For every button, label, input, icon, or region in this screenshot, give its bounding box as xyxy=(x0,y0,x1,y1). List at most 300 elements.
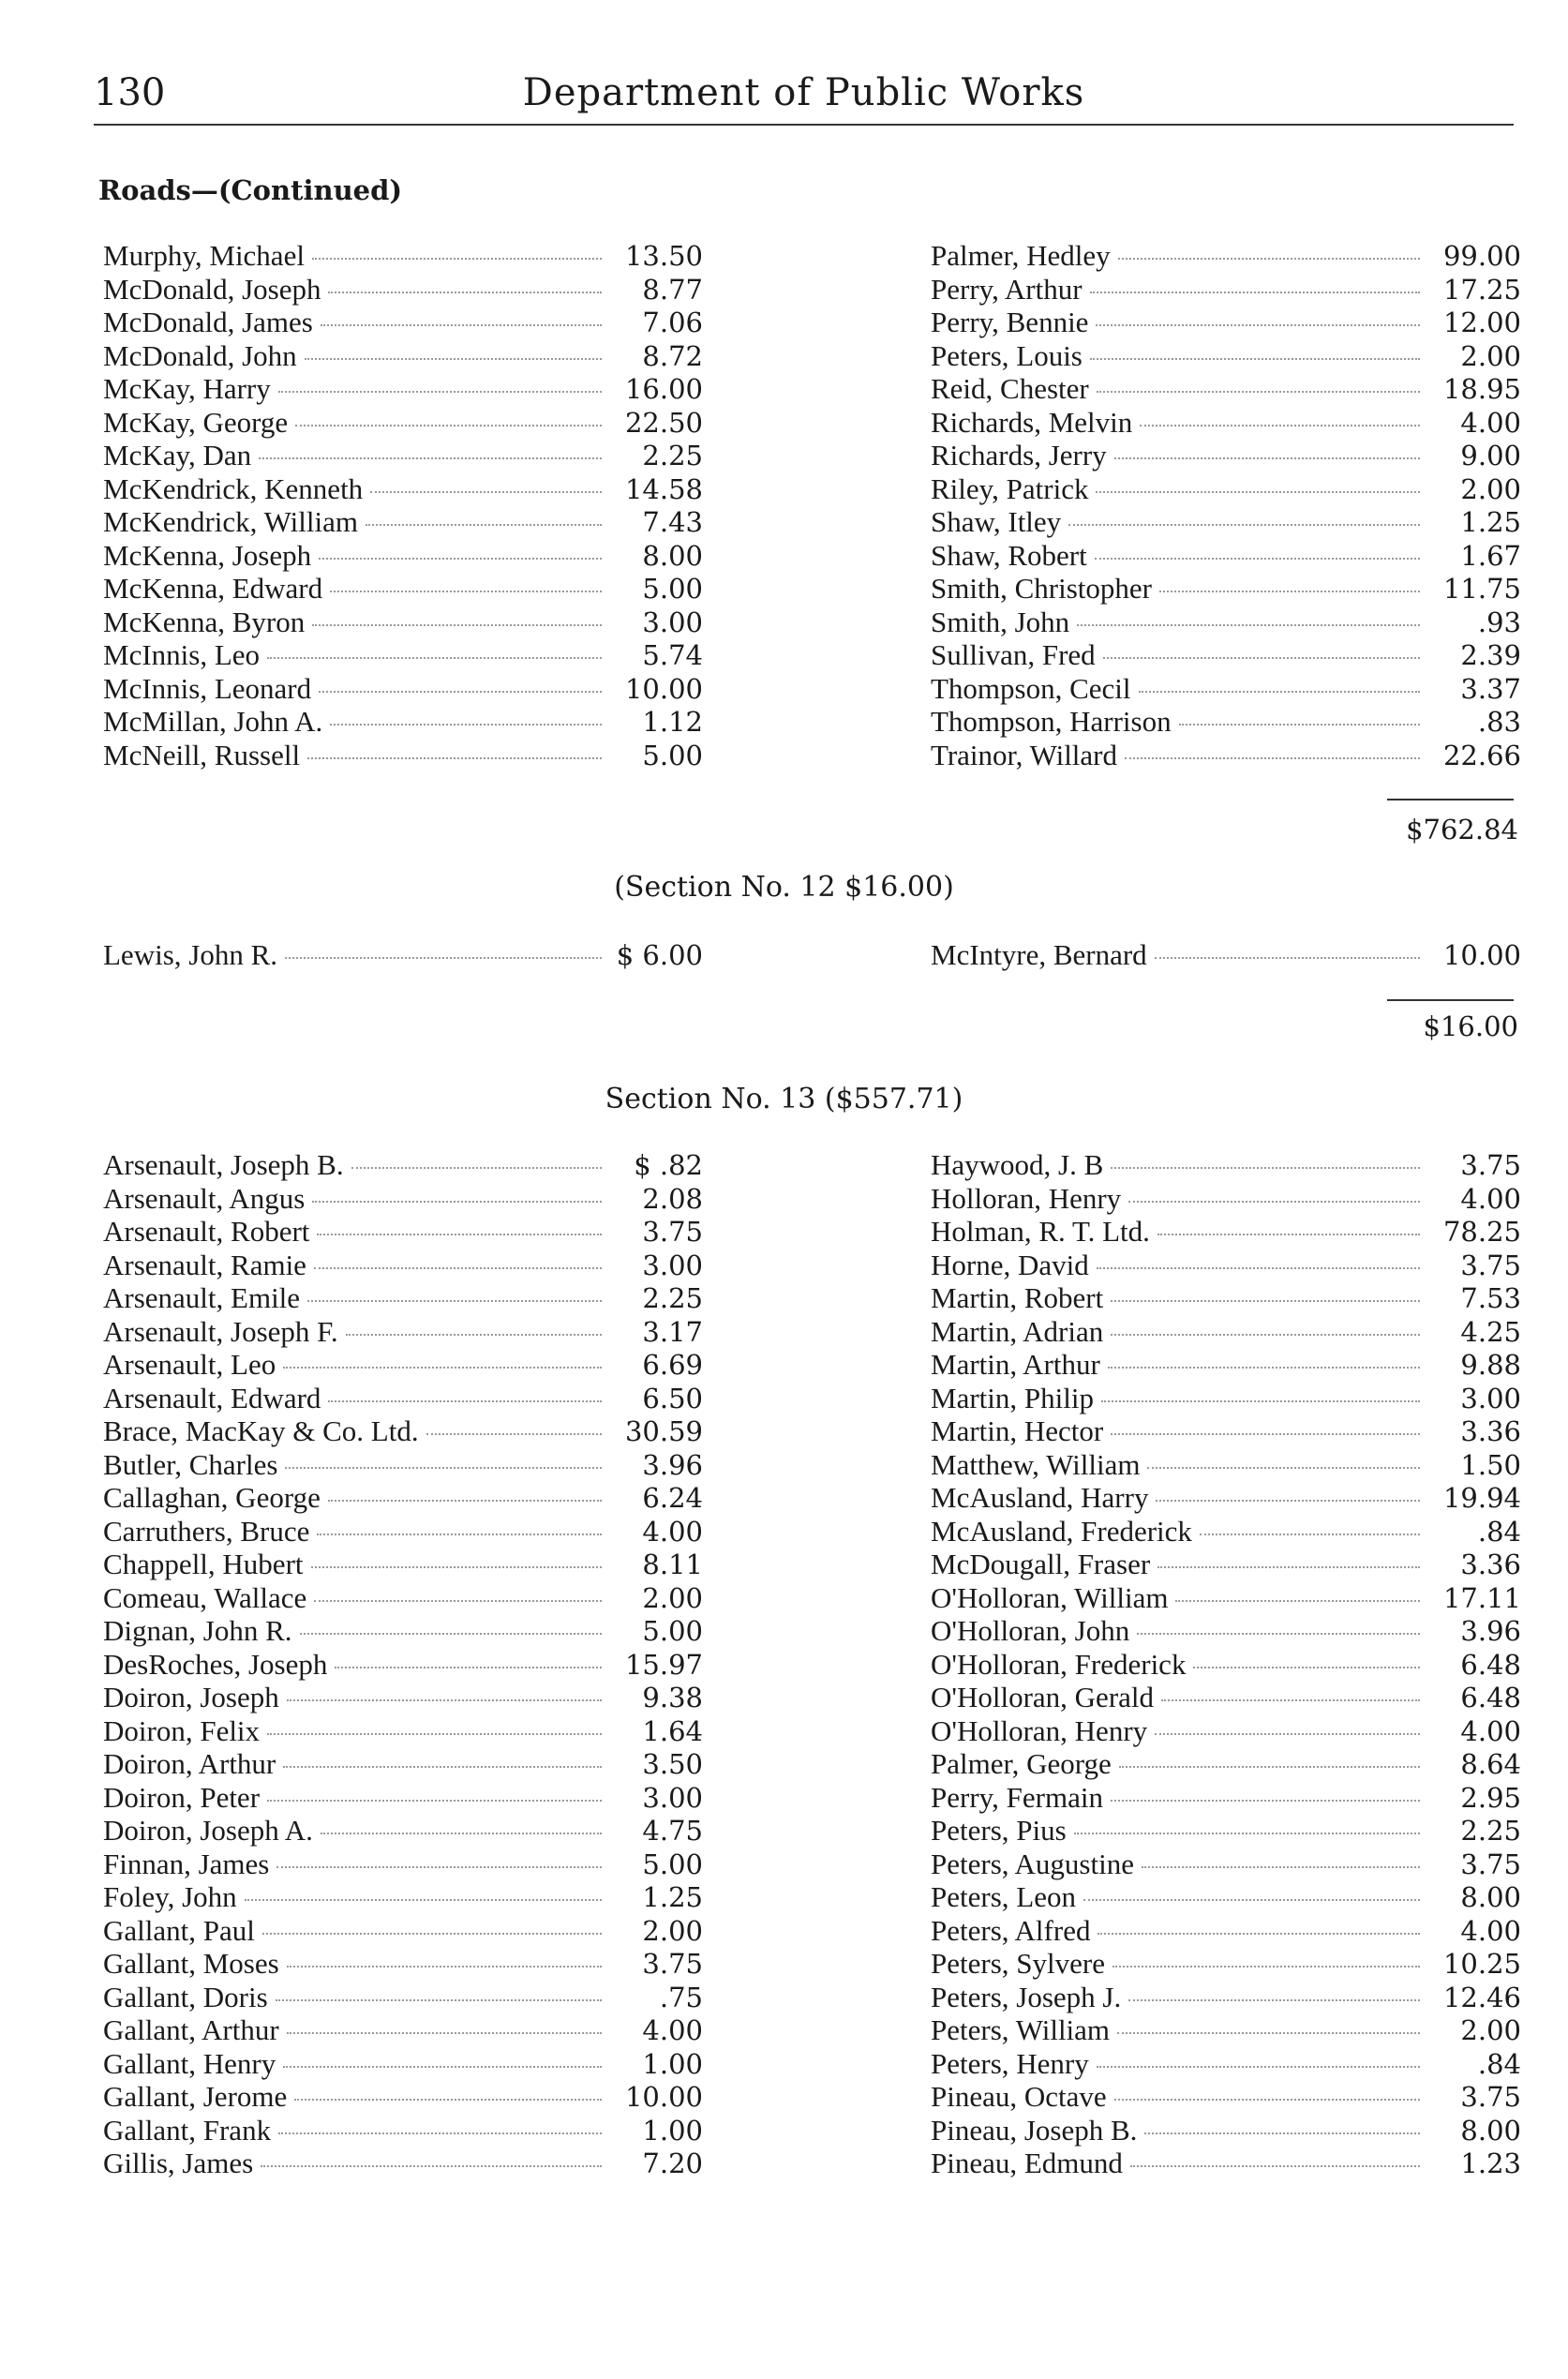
dotted-leader xyxy=(1098,1933,1420,1935)
list-entry xyxy=(103,505,703,539)
entry-amount: 10.00 xyxy=(624,2081,703,2113)
dotted-leader xyxy=(1111,1167,1420,1169)
entry-amount: 7.06 xyxy=(642,307,703,338)
entry-amount: 9.38 xyxy=(642,1682,703,1713)
entry-amount: 3.36 xyxy=(1460,1549,1521,1580)
list-entry xyxy=(103,739,703,772)
dotted-leader xyxy=(366,524,602,526)
dotted-leader xyxy=(307,757,602,759)
entry-amount: 17.11 xyxy=(1442,1581,1521,1614)
dotted-leader xyxy=(312,624,602,626)
entry-name: McKay, Dan xyxy=(103,439,252,471)
entry-amount: $ .82 xyxy=(634,1149,703,1181)
list-entry xyxy=(931,1249,1521,1282)
list-entry xyxy=(103,1548,703,1581)
entry-name: Arsenault, Emile xyxy=(103,1281,301,1314)
entry-name: Pineau, Octave xyxy=(931,2080,1107,2113)
entry-amount: 2.95 xyxy=(1460,1781,1521,1814)
dotted-leader xyxy=(346,1334,602,1336)
dotted-leader xyxy=(1074,1833,1420,1834)
entry-amount: .93 xyxy=(1477,606,1521,638)
list-entry xyxy=(103,1515,703,1549)
dotted-leader xyxy=(261,2165,602,2167)
list-entry xyxy=(931,406,1521,440)
entry-amount: $ 6.00 xyxy=(616,939,703,971)
dotted-leader xyxy=(1139,691,1420,693)
list-entry xyxy=(931,1182,1521,1216)
dotted-leader xyxy=(287,1966,602,1968)
entry-amount: 6.50 xyxy=(642,1382,703,1414)
entry-amount: 6.24 xyxy=(642,1482,703,1514)
dotted-leader xyxy=(283,1766,602,1768)
entry-amount: 2.00 xyxy=(642,1581,703,1614)
entry-amount: 6.48 xyxy=(1460,1682,1521,1713)
list-entry xyxy=(103,406,703,440)
entry-amount: 10.25 xyxy=(1442,1948,1521,1980)
dotted-leader xyxy=(1157,1566,1420,1568)
entry-amount: 10.00 xyxy=(624,672,703,705)
entry-amount: 5.74 xyxy=(642,639,703,671)
entry-amount: 8.72 xyxy=(642,339,703,372)
dotted-leader xyxy=(1095,558,1420,560)
entry-name: Peters, Leon xyxy=(931,1880,1076,1913)
list-entry xyxy=(931,239,1521,273)
dotted-leader xyxy=(245,1899,602,1901)
list-entry xyxy=(103,1614,703,1648)
entry-name: Perry, Arthur xyxy=(931,272,1083,306)
entry-name: Martin, Philip xyxy=(931,1381,1094,1414)
roads-right-column xyxy=(931,239,1521,771)
entry-amount: 17.25 xyxy=(1442,273,1521,306)
list-entry xyxy=(103,1481,703,1515)
entry-name: McMillan, John A. xyxy=(103,705,323,738)
list-entry xyxy=(103,606,703,639)
entry-name: Murphy, Michael xyxy=(103,239,305,272)
dotted-leader xyxy=(278,391,602,393)
entry-amount: 2.00 xyxy=(1460,2014,1521,2046)
list-entry xyxy=(103,938,703,972)
entry-amount: 13.50 xyxy=(624,240,703,272)
dotted-leader xyxy=(1108,1367,1420,1369)
entry-name: Gallant, Henry xyxy=(103,2046,276,2080)
entry-name: Peters, Pius xyxy=(931,1814,1067,1847)
dotted-leader xyxy=(305,358,602,360)
dotted-leader xyxy=(1096,491,1420,493)
dotted-leader xyxy=(1142,1866,1420,1868)
entry-amount: 7.20 xyxy=(642,2147,703,2179)
entry-name: Dignan, John R. xyxy=(103,1614,292,1647)
entry-amount: 5.00 xyxy=(642,739,703,771)
list-entry xyxy=(103,1648,703,1682)
list-entry xyxy=(103,1747,703,1781)
entry-name: Gillis, James xyxy=(103,2147,254,2179)
entry-amount: 4.00 xyxy=(1460,1914,1521,1947)
dotted-leader xyxy=(1068,524,1420,526)
list-entry xyxy=(103,1814,703,1848)
roads-section-title: Roads—(Continued) xyxy=(98,174,403,206)
list-entry xyxy=(103,1448,703,1482)
entry-name: Smith, Christopher xyxy=(931,572,1152,605)
list-entry xyxy=(931,1747,1521,1781)
dotted-leader xyxy=(312,1201,602,1203)
list-entry xyxy=(103,1281,703,1315)
entry-name: Shaw, Robert xyxy=(931,538,1087,572)
list-entry xyxy=(931,1315,1521,1349)
list-entry xyxy=(931,1348,1521,1382)
section-12-total: $16.00 xyxy=(1423,1010,1518,1042)
entry-name: Gallant, Paul xyxy=(103,1913,255,1947)
entry-name: McKendrick, William xyxy=(103,505,358,538)
dotted-leader xyxy=(1161,1699,1420,1701)
dotted-leader xyxy=(1200,1534,1420,1535)
entry-name: Martin, Hector xyxy=(931,1414,1104,1447)
entry-amount: 4.25 xyxy=(1460,1315,1521,1348)
dotted-leader xyxy=(351,1167,602,1169)
entry-name: Arsenault, Angus xyxy=(103,1181,306,1215)
entry-amount: 16.00 xyxy=(624,373,703,405)
dotted-leader xyxy=(1128,1999,1420,2001)
dotted-leader xyxy=(267,1800,602,1802)
entry-name: McKenna, Byron xyxy=(103,605,306,638)
list-entry xyxy=(103,2047,703,2081)
entry-name: Arsenault, Leo xyxy=(103,1348,276,1381)
entry-amount: 22.66 xyxy=(1442,739,1521,771)
dotted-leader xyxy=(1090,358,1420,360)
entry-amount: 2.25 xyxy=(1460,1815,1521,1847)
dotted-leader xyxy=(1083,1899,1420,1901)
list-entry xyxy=(931,1648,1521,1682)
list-entry xyxy=(931,539,1521,573)
dotted-leader xyxy=(1144,2132,1420,2134)
entry-name: Haywood, J. B xyxy=(931,1148,1104,1181)
list-entry xyxy=(931,1448,1521,1482)
list-entry xyxy=(931,1681,1521,1714)
entry-name: O'Holloran, Henry xyxy=(931,1713,1148,1747)
dotted-leader xyxy=(1101,1400,1420,1402)
list-entry xyxy=(103,1981,703,2014)
entry-amount: 1.64 xyxy=(642,1714,703,1747)
entry-amount: 2.25 xyxy=(642,440,703,471)
list-entry xyxy=(931,472,1521,506)
entry-name: Doiron, Arthur xyxy=(103,1747,276,1780)
entry-amount: 3.96 xyxy=(1460,1615,1521,1647)
entry-amount: 3.96 xyxy=(642,1448,703,1481)
list-entry xyxy=(103,1348,703,1382)
dotted-leader xyxy=(370,491,602,493)
list-entry xyxy=(103,638,703,672)
entry-name: Trainor, Willard xyxy=(931,738,1118,771)
dotted-leader xyxy=(285,1467,602,1469)
section-13-right-column xyxy=(931,1148,1521,2180)
entry-name: Thompson, Harrison xyxy=(931,705,1172,738)
entry-name: Finnan, James xyxy=(103,1847,270,1880)
entry-name: Matthew, William xyxy=(931,1447,1141,1481)
entry-name: Riley, Patrick xyxy=(931,471,1089,505)
entry-amount: 3.75 xyxy=(642,1948,703,1980)
entry-name: Martin, Arthur xyxy=(931,1348,1100,1381)
entry-name: DesRoches, Joseph xyxy=(103,1647,328,1681)
entry-name: O'Holloran, William xyxy=(931,1580,1169,1614)
dotted-leader xyxy=(267,1733,602,1735)
dotted-leader xyxy=(426,1433,602,1435)
list-entry xyxy=(931,1581,1521,1615)
dotted-leader xyxy=(1117,2032,1420,2034)
section-12-total-rule xyxy=(1387,999,1514,1001)
list-entry xyxy=(103,372,703,406)
entry-name: McDonald, Joseph xyxy=(103,272,321,306)
entry-name: Palmer, George xyxy=(931,1747,1112,1780)
entry-name: Shaw, Itley xyxy=(931,505,1062,538)
dotted-leader xyxy=(1156,1500,1420,1502)
dotted-leader xyxy=(300,1633,603,1635)
dotted-leader xyxy=(295,425,602,426)
dotted-leader xyxy=(287,2032,602,2034)
dotted-leader xyxy=(294,2099,602,2101)
entry-name: Pineau, Edmund xyxy=(931,2147,1123,2179)
list-entry xyxy=(103,1148,703,1182)
entry-amount: 30.59 xyxy=(624,1415,703,1447)
entry-amount: 1.00 xyxy=(642,2114,703,2147)
list-entry xyxy=(931,705,1521,739)
entry-name: Perry, Fermain xyxy=(931,1780,1103,1814)
entry-name: Richards, Jerry xyxy=(931,439,1107,471)
list-entry xyxy=(103,306,703,339)
dotted-leader xyxy=(317,1534,602,1535)
dotted-leader xyxy=(1140,425,1420,426)
entry-amount: 3.37 xyxy=(1460,672,1521,705)
dotted-leader xyxy=(1155,957,1420,959)
dotted-leader xyxy=(319,558,602,560)
entry-amount: 1.23 xyxy=(1460,2147,1521,2179)
list-entry xyxy=(931,1281,1521,1315)
list-entry xyxy=(103,1781,703,1815)
entry-name: Martin, Robert xyxy=(931,1281,1104,1314)
entry-amount: 5.00 xyxy=(642,1615,703,1647)
section-12-right-column xyxy=(931,938,1521,972)
entry-amount: .84 xyxy=(1477,1515,1521,1548)
list-entry xyxy=(931,372,1521,406)
entry-amount: 8.00 xyxy=(1460,1881,1521,1913)
entry-amount: 6.69 xyxy=(642,1349,703,1381)
list-entry xyxy=(931,439,1521,472)
dotted-leader xyxy=(1111,1800,1420,1802)
dotted-leader xyxy=(1111,1300,1420,1302)
entry-name: Perry, Bennie xyxy=(931,306,1089,338)
entry-amount: 3.00 xyxy=(1460,1382,1521,1414)
list-entry xyxy=(103,2013,703,2047)
entry-amount: 8.00 xyxy=(642,539,703,572)
entry-name: Peters, Joseph J. xyxy=(931,1980,1122,2013)
entry-name: Holloran, Henry xyxy=(931,1181,1122,1215)
dotted-leader xyxy=(312,258,602,260)
entry-name: Brace, MacKay & Co. Ltd. xyxy=(103,1414,419,1447)
list-entry xyxy=(103,472,703,506)
entry-amount: 12.00 xyxy=(1442,307,1521,338)
dotted-leader xyxy=(1179,724,1420,726)
entry-amount: 2.00 xyxy=(1460,339,1521,372)
dotted-leader xyxy=(283,1367,602,1369)
dotted-leader xyxy=(1113,1966,1420,1968)
entry-name: Lewis, John R. xyxy=(103,938,277,971)
entry-amount: 15.97 xyxy=(624,1648,703,1681)
entry-name: Gallant, Doris xyxy=(103,1980,268,2013)
list-entry xyxy=(103,339,703,373)
entry-name: O'Holloran, Gerald xyxy=(931,1681,1155,1713)
dotted-leader xyxy=(1157,1234,1420,1235)
entry-name: Butler, Charles xyxy=(103,1447,278,1481)
dotted-leader xyxy=(1119,1766,1420,1768)
entry-amount: 12.46 xyxy=(1442,1981,1521,2013)
entry-name: McKay, George xyxy=(103,405,289,439)
dotted-leader xyxy=(321,1833,602,1834)
entry-name: Arsenault, Robert xyxy=(103,1215,310,1248)
entry-amount: 1.00 xyxy=(642,2047,703,2080)
entry-name: Peters, William xyxy=(931,2013,1111,2046)
list-entry xyxy=(931,2080,1521,2114)
entry-name: McAusland, Harry xyxy=(931,1481,1149,1514)
list-entry xyxy=(931,1481,1521,1515)
list-entry xyxy=(931,2147,1521,2180)
entry-name: Martin, Adrian xyxy=(931,1314,1104,1348)
entry-amount: 1.12 xyxy=(642,706,703,738)
entry-name: Chappell, Hubert xyxy=(103,1548,304,1580)
entry-name: Arsenault, Edward xyxy=(103,1381,321,1414)
list-entry xyxy=(931,1914,1521,1948)
entry-name: Peters, Sylvere xyxy=(931,1947,1105,1980)
entry-name: Palmer, Hedley xyxy=(931,239,1111,272)
dotted-leader xyxy=(1097,1267,1420,1269)
entry-amount: 4.75 xyxy=(642,1815,703,1847)
dotted-leader xyxy=(319,691,602,693)
list-entry xyxy=(103,1315,703,1349)
entry-amount: 3.75 xyxy=(642,1216,703,1248)
running-head: Department of Public Works xyxy=(522,71,1085,114)
dotted-leader xyxy=(335,1667,602,1668)
entry-amount: 1.67 xyxy=(1460,539,1521,572)
list-entry xyxy=(931,1515,1521,1549)
entry-name: Smith, John xyxy=(931,605,1070,638)
list-entry xyxy=(931,1880,1521,1914)
entry-name: Pineau, Joseph B. xyxy=(931,2113,1138,2147)
entry-amount: 4.00 xyxy=(1460,1182,1521,1215)
list-entry xyxy=(103,439,703,472)
list-entry xyxy=(931,1148,1521,1182)
dotted-leader xyxy=(328,292,602,293)
entry-name: Reid, Chester xyxy=(931,372,1089,405)
dotted-leader xyxy=(330,591,602,592)
entry-amount: 4.00 xyxy=(642,2014,703,2046)
dotted-leader xyxy=(328,1400,602,1402)
entry-amount: 2.00 xyxy=(1460,472,1521,505)
entry-name: McDonald, John xyxy=(103,338,297,372)
entry-amount: 2.25 xyxy=(642,1282,703,1314)
list-entry xyxy=(103,672,703,706)
entry-amount: 4.00 xyxy=(1460,406,1521,439)
entry-amount: 4.00 xyxy=(642,1515,703,1548)
entry-name: McAusland, Frederick xyxy=(931,1514,1192,1548)
dotted-leader xyxy=(278,2132,602,2134)
entry-amount: 3.75 xyxy=(1460,1848,1521,1880)
dotted-leader xyxy=(1114,457,1420,459)
dotted-leader xyxy=(317,1234,602,1235)
list-entry xyxy=(103,2147,703,2180)
dotted-leader xyxy=(259,457,602,459)
list-entry xyxy=(103,273,703,307)
entry-name: Gallant, Jerome xyxy=(103,2080,288,2113)
entry-amount: 8.77 xyxy=(642,273,703,306)
entry-amount: 3.50 xyxy=(642,1748,703,1780)
dotted-leader xyxy=(1097,391,1420,393)
entry-amount: 1.25 xyxy=(1460,506,1521,538)
entry-name: Peters, Henry xyxy=(931,2046,1089,2080)
list-entry xyxy=(931,638,1521,672)
list-entry xyxy=(931,505,1521,539)
list-entry xyxy=(931,606,1521,639)
dotted-leader xyxy=(276,1999,602,2001)
dotted-leader xyxy=(328,1500,602,1502)
list-entry xyxy=(103,1914,703,1948)
dotted-leader xyxy=(321,324,602,326)
list-entry xyxy=(931,1548,1521,1581)
dotted-leader xyxy=(1137,1633,1420,1635)
dotted-leader xyxy=(267,657,602,659)
dotted-leader xyxy=(1130,2165,1420,2167)
entry-amount: 5.00 xyxy=(642,1848,703,1880)
list-entry xyxy=(103,1880,703,1914)
dotted-leader xyxy=(285,957,602,959)
entry-name: McIntyre, Bernard xyxy=(931,938,1147,971)
entry-name: Peters, Augustine xyxy=(931,1847,1134,1880)
entry-amount: 10.00 xyxy=(1442,939,1521,971)
entry-name: Peters, Alfred xyxy=(931,1913,1091,1947)
entry-amount: 18.95 xyxy=(1442,373,1521,405)
entry-amount: 3.36 xyxy=(1460,1415,1521,1447)
dotted-leader xyxy=(1111,1433,1420,1435)
entry-name: McKenna, Joseph xyxy=(103,538,312,572)
list-entry xyxy=(103,1714,703,1748)
list-entry xyxy=(103,1947,703,1981)
list-entry xyxy=(103,1382,703,1415)
dotted-leader xyxy=(1096,324,1420,326)
roads-left-column xyxy=(103,239,703,771)
entry-amount: 3.00 xyxy=(642,1249,703,1281)
entry-amount: 2.00 xyxy=(642,1914,703,1947)
entry-amount: 8.64 xyxy=(1460,1748,1521,1780)
dotted-leader xyxy=(1111,1334,1420,1336)
list-entry xyxy=(103,1215,703,1249)
dotted-leader xyxy=(1114,2099,1420,2101)
entry-name: Richards, Melvin xyxy=(931,405,1133,439)
entry-amount: 7.43 xyxy=(642,506,703,538)
entry-amount: 7.53 xyxy=(1460,1282,1521,1314)
dotted-leader xyxy=(1155,1733,1420,1735)
list-entry xyxy=(103,1581,703,1615)
entry-name: Horne, David xyxy=(931,1248,1089,1281)
entry-amount: 6.48 xyxy=(1460,1648,1521,1681)
entry-name: Doiron, Felix xyxy=(103,1713,261,1747)
entry-name: Arsenault, Joseph B. xyxy=(103,1148,344,1181)
dotted-leader xyxy=(1125,757,1420,759)
entry-amount: 78.25 xyxy=(1442,1216,1521,1248)
entry-name: Callaghan, George xyxy=(103,1481,321,1514)
entry-name: Peters, Louis xyxy=(931,338,1083,372)
dotted-leader xyxy=(1147,1467,1420,1469)
dotted-leader xyxy=(1118,258,1420,260)
dotted-leader xyxy=(314,1600,602,1602)
dotted-leader xyxy=(307,1300,602,1302)
entry-name: Gallant, Arthur xyxy=(103,2013,279,2046)
list-entry xyxy=(931,1414,1521,1448)
